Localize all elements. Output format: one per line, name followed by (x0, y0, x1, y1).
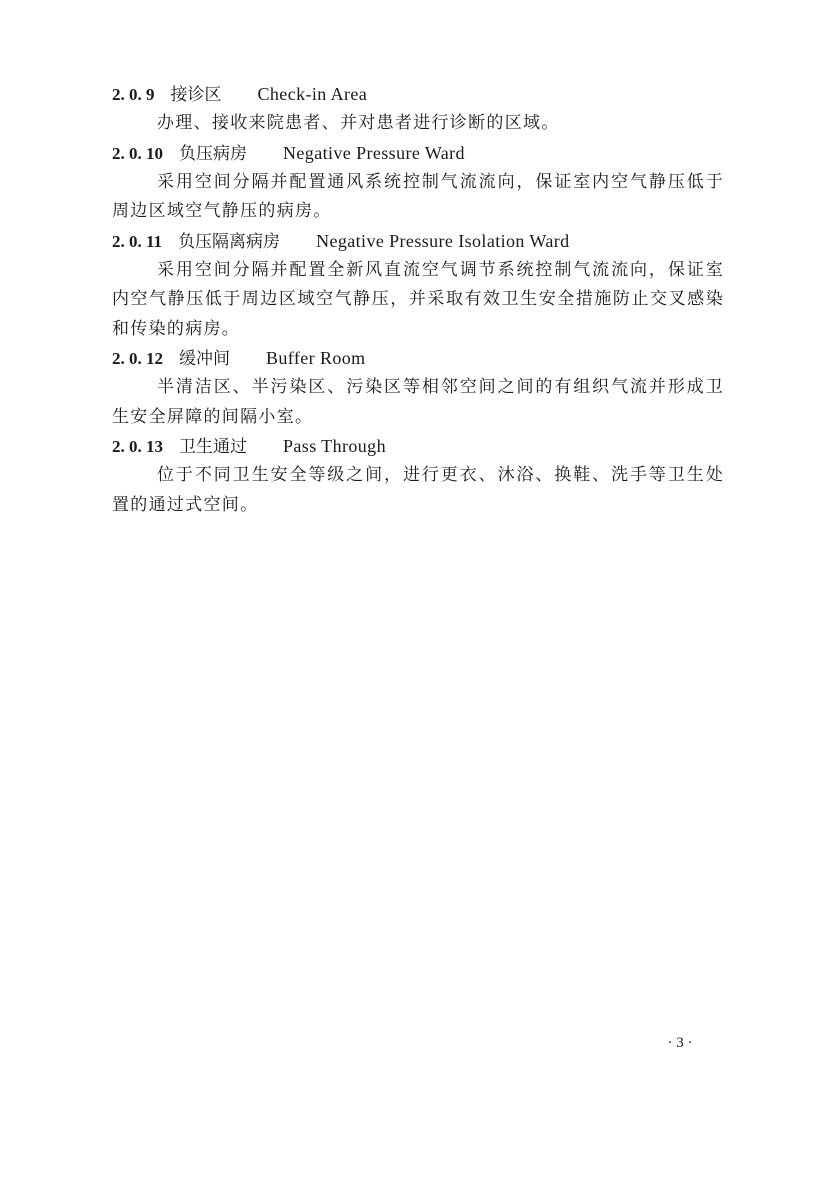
term-number: 2. 0. 13 (112, 437, 163, 456)
term-entry (112, 227, 724, 345)
terms-section (112, 80, 724, 520)
term-heading (112, 80, 724, 109)
term-name-zh: 负压病房 (179, 143, 247, 164)
term-number: 2. 0. 10 (112, 143, 163, 163)
term-name-en: Negative Pressure Ward (283, 142, 465, 163)
term-number: 2. 0. 12 (112, 349, 163, 368)
term-name-en: Buffer Room (266, 348, 366, 368)
term-entry (112, 139, 724, 227)
term-definition: 采用空间分隔并配置全新风直流空气调节系统控制气流流向，保证室内空气静压低于周边区域空气静压，并采取有效卫生安全措施防止交叉感染和传染的病房。 (112, 259, 724, 339)
page-number: · 3 · (667, 1035, 693, 1051)
term-definition: 位于不同卫生安全等级之间，进行更衣、沐浴、换鞋、洗手等卫生处置的通过式空间。 (112, 465, 724, 515)
term-number: 2. 0. 11 (112, 231, 163, 251)
term-heading (112, 139, 724, 168)
term-entry (112, 80, 724, 139)
term-definition: 半清洁区、半污染区、污染区等相邻空间之间的有组织气流并形成卫生安全屏障的间隔小室。 (112, 377, 724, 427)
term-name-zh: 卫生通过 (179, 437, 247, 457)
term-name-zh: 接诊区 (170, 85, 222, 105)
term-name-en: Negative Pressure Isolation Ward (316, 230, 570, 251)
term-heading (112, 432, 724, 461)
term-name-en: Pass Through (283, 436, 386, 456)
term-name-en: Check-in Area (257, 84, 368, 104)
term-entry (112, 344, 724, 432)
term-name-zh: 负压隔离病房 (178, 231, 281, 252)
term-definition: 办理、接收来院患者、并对患者进行诊断的区域。 (157, 113, 560, 133)
term-heading (112, 227, 724, 256)
term-definition: 采用空间分隔并配置通风系统控制气流流向，保证室内空气静压低于周边区域空气静压的病房。 (112, 171, 724, 221)
term-entry (112, 432, 724, 520)
term-heading (112, 344, 724, 373)
term-name-zh: 缓冲间 (179, 349, 230, 369)
term-number: 2. 0. 9 (112, 85, 155, 104)
